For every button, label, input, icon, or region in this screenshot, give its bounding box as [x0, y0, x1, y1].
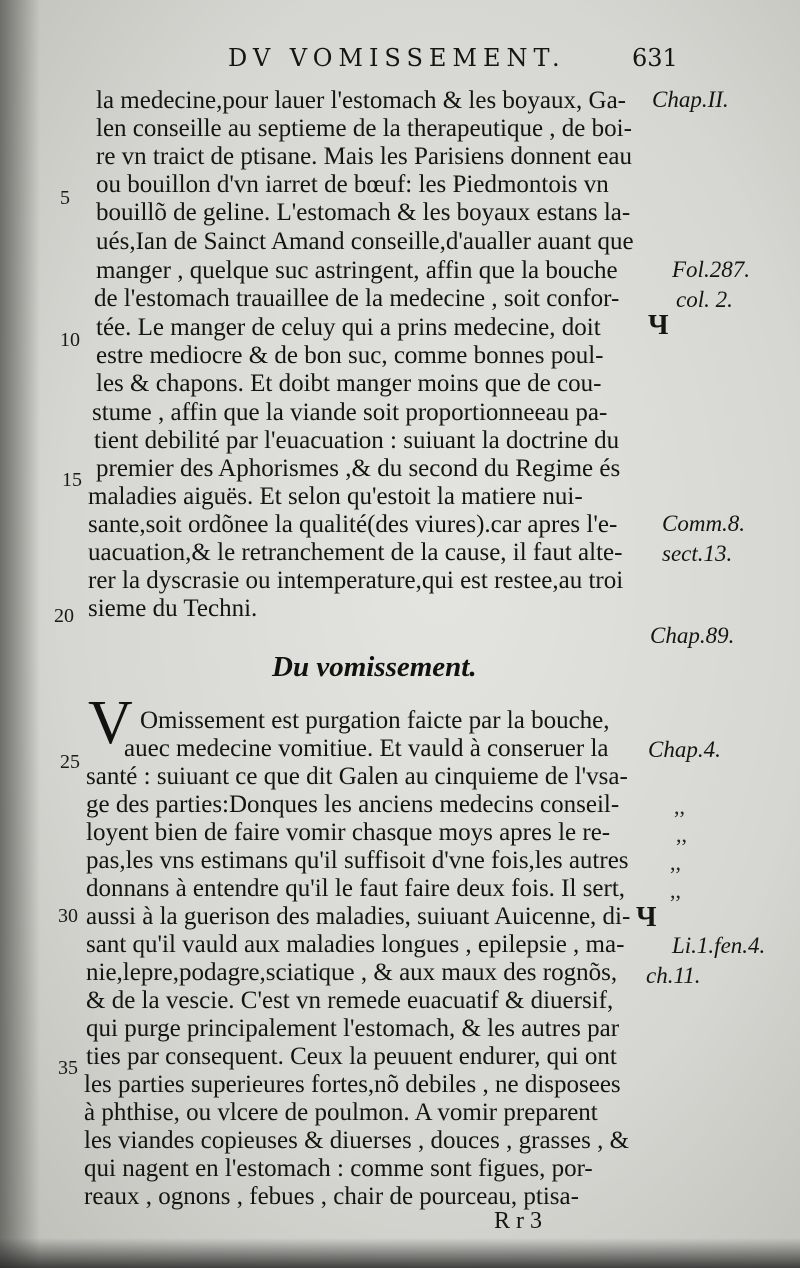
line-number: 15 [62, 469, 82, 491]
text-line: sante,soit ordõnee la qualité(des viures).car apres l'e- [88, 511, 618, 538]
margin-note-chap-4: Chap.4. [648, 737, 721, 762]
text-line: Omissement est purgation faicte par la bouche, [140, 707, 610, 734]
text-line: maladies aiguës. Et selon qu'estoit la matiere nui- [88, 483, 583, 510]
page-number: 631 [632, 44, 678, 72]
text-line: rer la dyscrasie ou intemperature,qui est restee,au troi [88, 567, 624, 594]
text-line: la medecine,pour lauer l'estomach & les boyaux, Ga- [96, 87, 627, 114]
running-header-title: DV VOMISSEMENT. [228, 44, 566, 72]
signature-mark: R r 3 [494, 1208, 542, 1234]
margin-note-comm: Comm.8. [662, 511, 746, 536]
text-line: nie,lepre,podagre,sciatique , & aux maux des rognõs, [86, 959, 618, 986]
text-line: donnans à entendre qu'il le faut faire deux fois. Il sert, [86, 875, 626, 902]
text-line: tée. Le manger de celuy qui a prins medecine, doit [96, 314, 601, 341]
margin-note-chap-89: Chap.89. [650, 623, 735, 648]
text-line: manger , quelque suc astringent, affin que la bouche [96, 257, 618, 284]
section-heading: Du vomissement. [272, 651, 477, 683]
quote-mark: ,, [676, 822, 687, 847]
text-line: tient debilité par l'euacuation : suiuant la doctrine du [94, 427, 620, 454]
text-line: de l'estomach trauaillee de la medecine , soit confor- [94, 285, 620, 312]
text-line: les viandes copieuses & diuerses , douces , grasses , & [84, 1127, 630, 1154]
paragraph-mark: Ч [636, 902, 657, 933]
margin-note-fol: Fol.287. [672, 257, 750, 282]
margin-note-ch-11: ch.11. [646, 963, 701, 988]
text-line: sieme du Techni. [88, 595, 258, 622]
text-line: & de la vescie. C'est vn remede euacuatif & diuersif, [86, 987, 614, 1014]
quote-mark: ,, [670, 850, 681, 875]
text-line: à phthise, ou vlcere de poulmon. A vomir preparent [84, 1099, 598, 1126]
text-line: bouillõ de geline. L'estomach & les boyaux estans la- [96, 199, 631, 226]
quote-mark: ,, [674, 794, 685, 819]
text-line: len conseille au septieme de la therapeutique , de boi- [96, 115, 632, 142]
line-number: 35 [58, 1057, 78, 1079]
margin-note-chap-ii: Chap.II. [652, 87, 729, 112]
text-line: les & chapons. Et doibt manger moins que de cou- [96, 370, 602, 397]
text-line: les parties superieures fortes,nõ debiles , ne disposees [84, 1071, 621, 1098]
drop-cap: V [88, 689, 133, 757]
margin-note-sect: sect.13. [662, 541, 733, 566]
margin-note-col: col. 2. [676, 287, 733, 312]
text-line: ou bouillon d'vn iarret de bœuf: les Piedmontois vn [96, 171, 609, 198]
text-line: ués,Ian de Sainct Amand conseille,d'aualler auant que [96, 228, 634, 255]
text-line: sant qu'il vauld aux maladies longues , epilepsie , ma- [86, 931, 625, 958]
text-line: premier des Aphorismes ,& du second du Regime és [96, 455, 621, 482]
quote-mark: ,, [670, 878, 681, 903]
line-number: 10 [60, 329, 80, 351]
text-line: reaux , ognons , febues , chair de pourceau, ptisa- [84, 1183, 579, 1210]
text-line: ties par consequent. Ceux la peuuent endurer, qui ont [86, 1043, 617, 1070]
text-line: auec medecine vomitiue. Et vauld à conseruer la [124, 735, 609, 762]
text-line: qui nagent en l'estomach : comme sont figues, por- [84, 1155, 593, 1182]
page-bottom-edge [0, 1238, 800, 1268]
margin-note-li-fen: Li.1.fen.4. [672, 933, 766, 958]
line-number: 20 [54, 605, 74, 627]
text-line: aussi à la guerison des maladies, suiuant Auicenne, di- [86, 903, 631, 930]
spine-shadow [0, 0, 40, 1268]
text-line: estre mediocre & de bon suc, comme bonnes poul- [96, 342, 604, 369]
paragraph-mark: Ч [648, 310, 669, 341]
text-line: santé : suiuant ce que dit Galen au cinquieme de l'vsa- [86, 763, 628, 790]
line-number: 5 [60, 187, 70, 209]
text-line: uacuation,& le retranchement de la cause, il faut alte- [88, 539, 623, 566]
text-line: pas,les vns estimans qu'il suffisoit d'vne fois,les autres [86, 847, 629, 874]
text-line: re vn traict de ptisane. Mais les Parisiens donnent eau [96, 143, 632, 170]
line-number: 30 [58, 905, 78, 927]
line-number: 25 [60, 751, 80, 773]
text-line: stume , affin que la viande soit proportionneeau pa- [92, 399, 608, 426]
text-line: qui purge principalement l'estomach, & les autres par [86, 1015, 620, 1042]
text-line: loyent bien de faire vomir chasque moys apres le re- [86, 819, 611, 846]
text-line: ge des parties:Donques les anciens medecins conseil- [86, 791, 620, 818]
